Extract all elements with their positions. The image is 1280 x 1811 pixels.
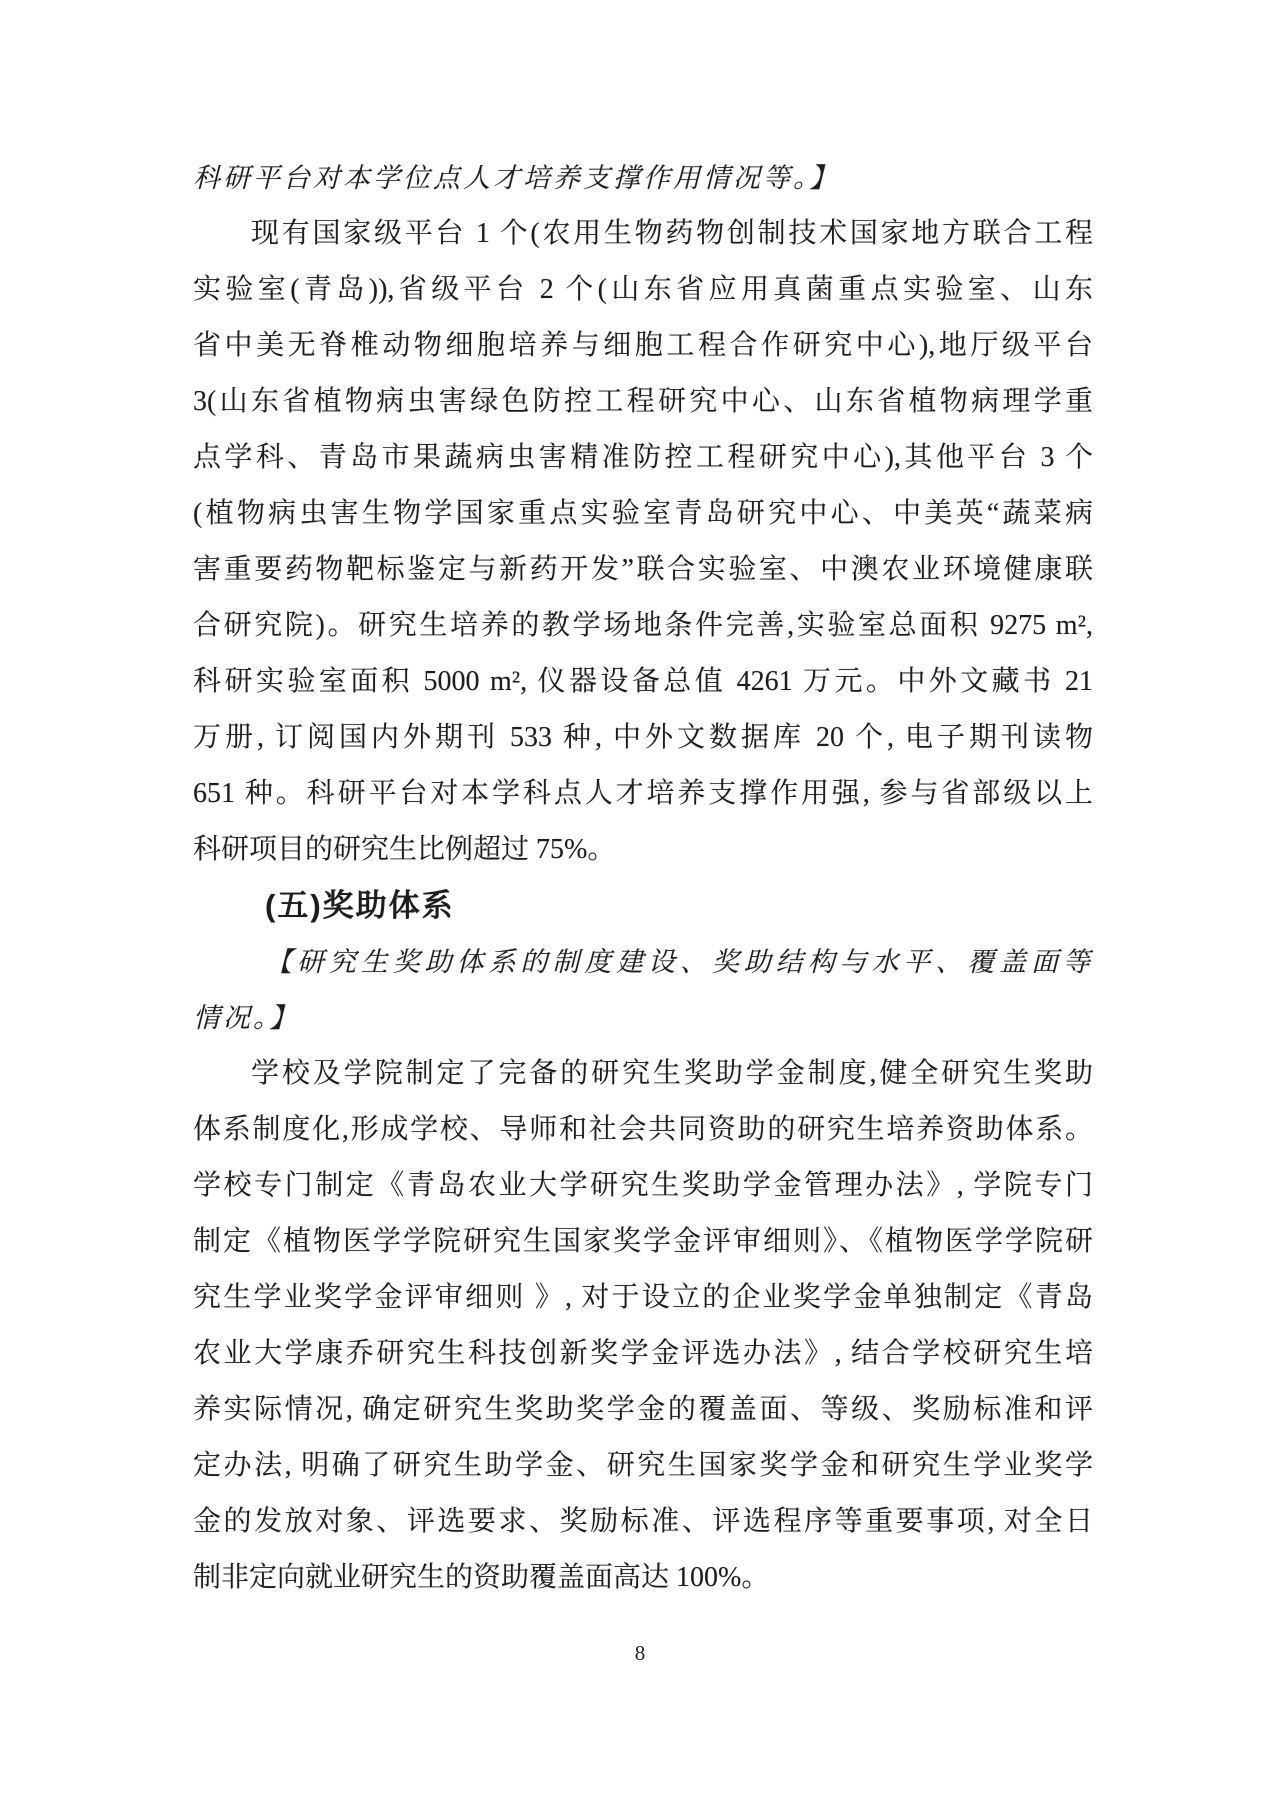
body-line: 制非定向就业研究生的资助覆盖面高达 100%。: [193, 1562, 770, 1593]
section-heading: (五)奖助体系: [265, 888, 455, 923]
annotation-line: 【研究生奖助体系的制度建设、奖助结构与水平、覆盖面等: [265, 947, 1093, 977]
annotation-line: 情况。】: [193, 1003, 300, 1033]
body-line: 学校及学院制定了完备的研究生奖助学金制度,健全研究生奖助: [251, 1058, 1093, 1089]
body-line: 科研项目的研究生比例超过 75%。: [193, 834, 616, 865]
body-line: 体系制度化,形成学校、导师和社会共同资助的研究生培养资助体系。: [193, 1114, 1093, 1145]
body-line: 实验室(青岛)),省级平台 2 个(山东省应用真菌重点实验室、山东: [193, 274, 1093, 305]
body-line: 害重要药物靶标鉴定与新药开发”联合实验室、中澳农业环境健康联: [193, 554, 1093, 585]
body-line: 3(山东省植物病虫害绿色防控工程研究中心、山东省植物病理学重: [193, 386, 1093, 417]
body-line: 金的发放对象、评选要求、奖励标准、评选程序等重要事项, 对全日: [193, 1506, 1093, 1537]
body-line: (植物病虫害生物学国家重点实验室青岛研究中心、中美英“蔬菜病: [193, 498, 1093, 529]
page-content: [193, 150, 1093, 1606]
annotation-line: 科研平台对本学位点人才培养支撑作用情况等。】: [193, 163, 840, 193]
page-number: 8: [634, 1641, 646, 1665]
body-line: 合研究院)。研究生培养的教学场地条件完善,实验室总面积 9275 m²,: [193, 610, 1093, 641]
body-line: 定办法, 明确了研究生助学金、研究生国家奖学金和研究生学业奖学: [193, 1450, 1093, 1481]
body-line: 农业大学康乔研究生科技创新奖学金评选办法》, 结合学校研究生培: [193, 1338, 1093, 1369]
body-line: 现有国家级平台 1 个(农用生物药物创制技术国家地方联合工程: [251, 218, 1093, 249]
body-line: 制定《植物医学学院研究生国家奖学金评审细则》、《植物医学学院研: [193, 1226, 1093, 1257]
body-line: 科研实验室面积 5000 m², 仪器设备总值 4261 万元。中外文藏书 21: [193, 666, 1093, 697]
body-line: 养实际情况, 确定研究生奖助奖学金的覆盖面、等级、奖励标准和评: [193, 1394, 1093, 1425]
body-line: 651 种。科研平台对本学科点人才培养支撑作用强, 参与省部级以上: [193, 778, 1093, 809]
body-line: 学校专门制定《青岛农业大学研究生奖助学金管理办法》, 学院专门: [193, 1170, 1093, 1201]
body-line: 究生学业奖学金评审细则 》, 对于设立的企业奖学金单独制定《青岛: [193, 1282, 1093, 1313]
body-line: 万册, 订阅国内外期刊 533 种, 中外文数据库 20 个, 电子期刊读物: [193, 722, 1093, 753]
body-line: 省中美无脊椎动物细胞培养与细胞工程合作研究中心),地厅级平台: [193, 330, 1093, 361]
body-line: 点学科、青岛市果蔬病虫害精准防控工程研究中心),其他平台 3 个: [193, 442, 1093, 473]
